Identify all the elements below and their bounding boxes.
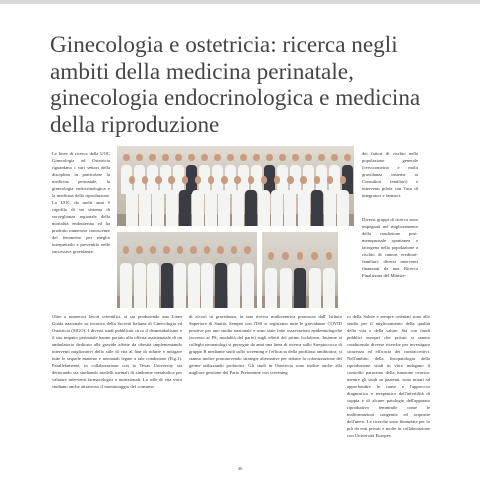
head-shape	[292, 154, 298, 161]
body-column-lower-right	[347, 313, 430, 440]
coat-shape	[284, 190, 296, 226]
head-shape	[129, 176, 136, 184]
head-shape	[318, 154, 324, 161]
coat-shape	[166, 190, 178, 226]
head-shape	[311, 252, 318, 260]
head-shape	[331, 154, 337, 161]
article-title: Ginecologia e ostetricia: ricerca negli ambiti della medicina perinatale, ginecologia endocrinologica e medicina della riproduzione	[50, 32, 421, 138]
paragraph: ro della Salute e sempre orientati sono allo studio per il miglioramento della qualità della vita e della salute. Sia con fondi pubblici europei che privati si stanno conducendo diverse ricerche per investigare sicurezza ed efficacia dei contraccettivi. Nell'ambito della fisiopatologia della riproduzione studi in vitro indagano il controllo paracrino della funzione ovarica, mentre gli studi su pazienti, sono mirati ad approfondire le cause e l'approccio diagnostico e terapeutico dell'infertilità di coppia e di alcune patologie dell'apparato riproduttivo femminile come le malformazioni congenite ed acquisite dell'utero. Le ricerche sono finanziate per lo più da enti privati e molte in collaborazione con Università Europee.	[347, 314, 430, 438]
coat-shape	[271, 190, 283, 226]
paragraph: Diversi gruppi di ricerca sono impegnati nel miglioramento della condizione post-menopausale spontanea o iatrogena nella popolazione a rischio di tumori ereditari-familiari: diversi interventi finanziati da una Ricerca Finalizzata del Ministe-	[362, 217, 418, 278]
head-shape	[208, 176, 215, 184]
coat-shape	[126, 190, 138, 226]
head-shape	[142, 176, 149, 184]
top-rule	[0, 0, 480, 4]
head-shape	[287, 176, 294, 184]
body-column-right-top	[362, 150, 418, 200]
head-shape	[168, 176, 175, 184]
group-photo-bottom-right	[262, 232, 338, 308]
coat-shape	[152, 190, 164, 226]
coat-shape	[265, 268, 277, 308]
head-shape	[279, 154, 285, 161]
coat-shape	[120, 263, 132, 308]
coat-shape	[218, 190, 230, 226]
coat-shape	[280, 268, 292, 308]
coat-shape	[161, 263, 173, 308]
coat-shape	[323, 268, 335, 308]
head-shape	[227, 154, 233, 161]
coat-shape	[311, 190, 323, 226]
coat-shape	[215, 263, 227, 308]
head-shape	[261, 176, 268, 184]
coat-shape	[309, 268, 321, 308]
coat-shape	[245, 190, 257, 226]
coat-shape	[134, 263, 146, 308]
head-shape	[297, 252, 304, 260]
head-shape	[300, 176, 307, 184]
head-shape	[155, 176, 162, 184]
head-shape	[305, 154, 311, 161]
coat-shape	[228, 263, 240, 308]
head-shape	[162, 154, 168, 161]
head-shape	[204, 246, 211, 254]
head-shape	[248, 176, 255, 184]
head-shape	[326, 252, 333, 260]
head-shape	[253, 154, 259, 161]
coat-shape	[201, 263, 213, 308]
group-photo-bottom-left	[117, 232, 257, 308]
head-shape	[221, 176, 228, 184]
coat-shape	[258, 190, 270, 226]
head-shape	[244, 246, 251, 254]
head-shape	[150, 246, 157, 254]
coat-shape	[294, 268, 306, 308]
coat-shape	[242, 263, 254, 308]
head-shape	[268, 252, 275, 260]
head-shape	[175, 154, 181, 161]
head-shape	[217, 246, 224, 254]
head-shape	[274, 176, 281, 184]
body-column-lower-middle	[189, 313, 342, 377]
head-shape	[136, 246, 143, 254]
head-shape	[214, 154, 220, 161]
head-shape	[201, 154, 207, 161]
coat-shape	[324, 190, 336, 226]
paragraph: Le linee di ricerca della UOC Ginecologia ed Ostetricia riguardano i vari settori della disciplina in particolare la medicina perinatale, la ginecologia endocrinologica e la medicina della riproduzione. La UOC da molti anni è capofila di un sistema di sorveglianza regionale della mortalità endouterina ed ha prodotto numerose conoscenze del fenomeno per meglio interpretarlo e prevenirlo nelle successive gravidanze.	[52, 151, 110, 254]
head-shape	[182, 176, 189, 184]
body-column-left	[52, 150, 110, 256]
head-shape	[314, 176, 321, 184]
head-shape	[195, 176, 202, 184]
coat-shape	[232, 190, 244, 226]
head-shape	[177, 246, 184, 254]
head-shape	[136, 154, 142, 161]
group-photo-top	[117, 146, 354, 226]
head-shape	[231, 246, 238, 254]
head-shape	[340, 176, 347, 184]
coat-shape	[174, 263, 186, 308]
body-column-right-mid	[362, 216, 418, 280]
coat-shape	[298, 190, 310, 226]
page-number: 46	[237, 466, 243, 471]
head-shape	[344, 154, 350, 161]
head-shape	[190, 246, 197, 254]
paragraph: di alcool in gravidanza, in una ricerca multicentrica promossa dall' Istituto Superiore di Sanità. Sempre con l'ISS si registrano tutte le gravidanze COVID positive per uno studio nazionale e sono state fatte osservazioni epidemiologiche (accesso ai PS, modalità del parto) sugli effetti del primo lockdown. Insieme ai colleghi neonatologi si persegue da anni una linea di ricerca sullo Streptococco di gruppo B mediante studi sullo screening e l'efficacia della profilassi antibiotica; si stanno inoltre promuovendo strategie alternative per ridurre la colonizzazione del germe utilizzando probiotici. Gli studi in Ostetricia sono inoltre anche alla migliore gestione del Parto Pretermine con screening	[189, 314, 342, 375]
head-shape	[149, 154, 155, 161]
coat-shape	[205, 190, 217, 226]
head-shape	[163, 246, 170, 254]
paragraph: dei fattori di rischio nella popolazione generale (cervicometria e molti gravidanza insieme ai Consultori familiari) e interventi pilota con l'uso di integratori e farmaci.	[362, 151, 418, 198]
coat-shape	[139, 190, 151, 226]
body-column-lower-left	[52, 313, 182, 391]
paragraph: Oltre a numerosi lavori scientifici, si sta producendo una Linea Guida nazionale su incarico della Società Italiana di Ginecologia ed Ostetricia (SIGO). I diversi studi pubblicati circa il dismetabolismo e il suo impatto perinatale hanno portato alla offerta assistenziale di un ambulatorio dedicato alle gravide affette da obesità implementando interventi migliorativi dello stile di vita al fine di ridurre e mitigare tutte le sequele materne e neonatali legate a tale condizione (Fig.1). Parallelamente, in collaborazione con la Texas University sta dettorando sta studiando modelli mentali di sindrome metabolica per valutare interventi farmacologici e nutrizionali. Lo stile di vita visto studiano anche attraverso il monitoraggio del consumo	[52, 314, 182, 389]
head-shape	[327, 176, 334, 184]
coat-shape	[147, 263, 159, 308]
coat-shape	[188, 263, 200, 308]
coat-shape	[179, 190, 191, 226]
head-shape	[282, 252, 289, 260]
head-shape	[123, 154, 129, 161]
head-shape	[188, 154, 194, 161]
head-shape	[234, 176, 241, 184]
coat-shape	[192, 190, 204, 226]
head-shape	[123, 246, 130, 254]
head-shape	[240, 154, 246, 161]
coat-shape	[337, 190, 349, 226]
head-shape	[266, 154, 272, 161]
